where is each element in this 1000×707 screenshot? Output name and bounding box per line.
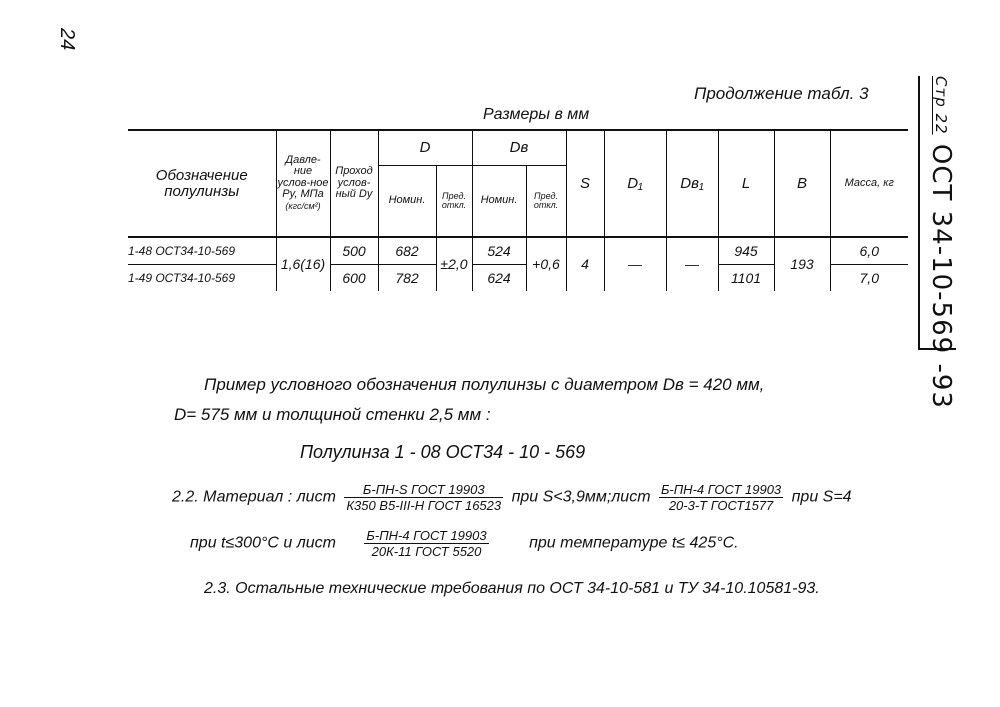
header-B: B bbox=[774, 130, 830, 237]
header-passage: Проход услов-ный Dу bbox=[330, 130, 378, 237]
header-pressure-unit: (кгс/см²) bbox=[285, 200, 321, 211]
example-line-1: Пример условного обозначения полулинзы с диаметром Dв = 420 мм, bbox=[204, 375, 765, 394]
cell-S: 4 bbox=[566, 237, 604, 291]
side-page-label: Стр 22 bbox=[932, 76, 950, 135]
header-D: D bbox=[378, 130, 472, 166]
row2-D-nominal: 782 bbox=[378, 265, 436, 292]
header-S: S bbox=[566, 130, 604, 237]
row1-designation: 1-48 ОСТ34-10-569 bbox=[128, 237, 276, 265]
side-standard-label bbox=[918, 76, 956, 409]
row2-designation: 1-49 ОСТ34-10-569 bbox=[128, 270, 235, 285]
header-D1: D₁ bbox=[604, 130, 666, 237]
material-line-1 bbox=[172, 482, 852, 513]
material-fraction-3 bbox=[364, 528, 488, 559]
material-fraction-2 bbox=[659, 482, 783, 513]
row2-Dv-nominal: 624 bbox=[472, 265, 526, 292]
row1-D-nominal: 682 bbox=[378, 237, 436, 265]
header-D-tolerance: Пред. откл. bbox=[436, 166, 472, 238]
material-prefix: 2.2. Материал : лист bbox=[172, 488, 336, 506]
header-Dv1: Dв₁ bbox=[666, 130, 718, 237]
table-row bbox=[128, 237, 908, 265]
fraction-3-numerator: Б-ПН-4 ГОСТ 19903 bbox=[366, 528, 487, 543]
header-D-nominal: Номин. bbox=[378, 166, 436, 238]
header-designation: Обозначение полулинзы bbox=[128, 130, 276, 237]
cell-Dv-tolerance: +0,6 bbox=[526, 237, 566, 291]
header-pressure-label: Давле-ние услов-ное Ру, МПа bbox=[277, 153, 329, 201]
cell-Dv1: — bbox=[666, 237, 718, 291]
header-L: L bbox=[718, 130, 774, 237]
example-designation: Полулинза 1 - 08 ОСТ34 - 10 - 569 bbox=[300, 442, 586, 462]
row2-passage: 600 bbox=[330, 265, 378, 292]
row1-L: 945 bbox=[718, 237, 774, 265]
table-continuation-caption: Продолжение табл. 3 bbox=[694, 84, 869, 103]
other-requirements: 2.3. Остальные технические требования по ОСТ 34-10-581 и ТУ 34-10.10581-93. bbox=[204, 580, 820, 597]
cell-D-tolerance: ±2,0 bbox=[436, 237, 472, 291]
dimensions-note: Размеры в мм bbox=[483, 106, 590, 123]
header-Dv-tolerance: Пред. откл. bbox=[526, 166, 566, 238]
page-number: 24 bbox=[56, 28, 78, 51]
table-header-row bbox=[128, 130, 908, 166]
header-Dv-nominal: Номин. bbox=[472, 166, 526, 238]
cell-B: 193 bbox=[774, 237, 830, 291]
cell-pressure: 1,6(16) bbox=[276, 237, 330, 291]
fraction-1-numerator: Б-ПН-S ГОСТ 19903 bbox=[344, 482, 503, 498]
row1-mass: 6,0 bbox=[830, 237, 908, 265]
header-mass: Масса, кг bbox=[830, 130, 908, 237]
example-line-2: D= 575 мм и толщиной стенки 2,5 мм : bbox=[174, 405, 491, 424]
fraction-1-denominator: К350 В5-III-Н ГОСТ 16523 bbox=[346, 498, 502, 513]
row1-passage: 500 bbox=[330, 237, 378, 265]
spec-table bbox=[128, 129, 908, 291]
material-mid: при S<3,9мм;лист bbox=[511, 488, 651, 506]
row1-Dv-nominal: 524 bbox=[472, 237, 526, 265]
fraction-2-denominator: 20-3-Т ГОСТ1577 bbox=[668, 498, 774, 513]
header-pressure bbox=[276, 130, 330, 237]
material-line-2 bbox=[190, 528, 739, 559]
row2-mass: 7,0 bbox=[830, 265, 908, 292]
material-suffix: при S=4 bbox=[791, 488, 852, 506]
cell-D1: — bbox=[604, 237, 666, 291]
row2-L: 1101 bbox=[718, 265, 774, 292]
material-line2-suffix: при температуре t≤ 425°С. bbox=[529, 534, 739, 552]
material-line2-prefix: при t≤300°С и лист bbox=[190, 534, 336, 552]
fraction-3-denominator: 20К-11 ГОСТ 5520 bbox=[371, 544, 482, 559]
fraction-2-numerator: Б-ПН-4 ГОСТ 19903 bbox=[660, 482, 782, 497]
material-fraction-1 bbox=[344, 482, 503, 513]
header-Dv: Dв bbox=[472, 130, 566, 166]
side-standard-code: ОСТ 34-10-569 -93 bbox=[926, 143, 956, 409]
